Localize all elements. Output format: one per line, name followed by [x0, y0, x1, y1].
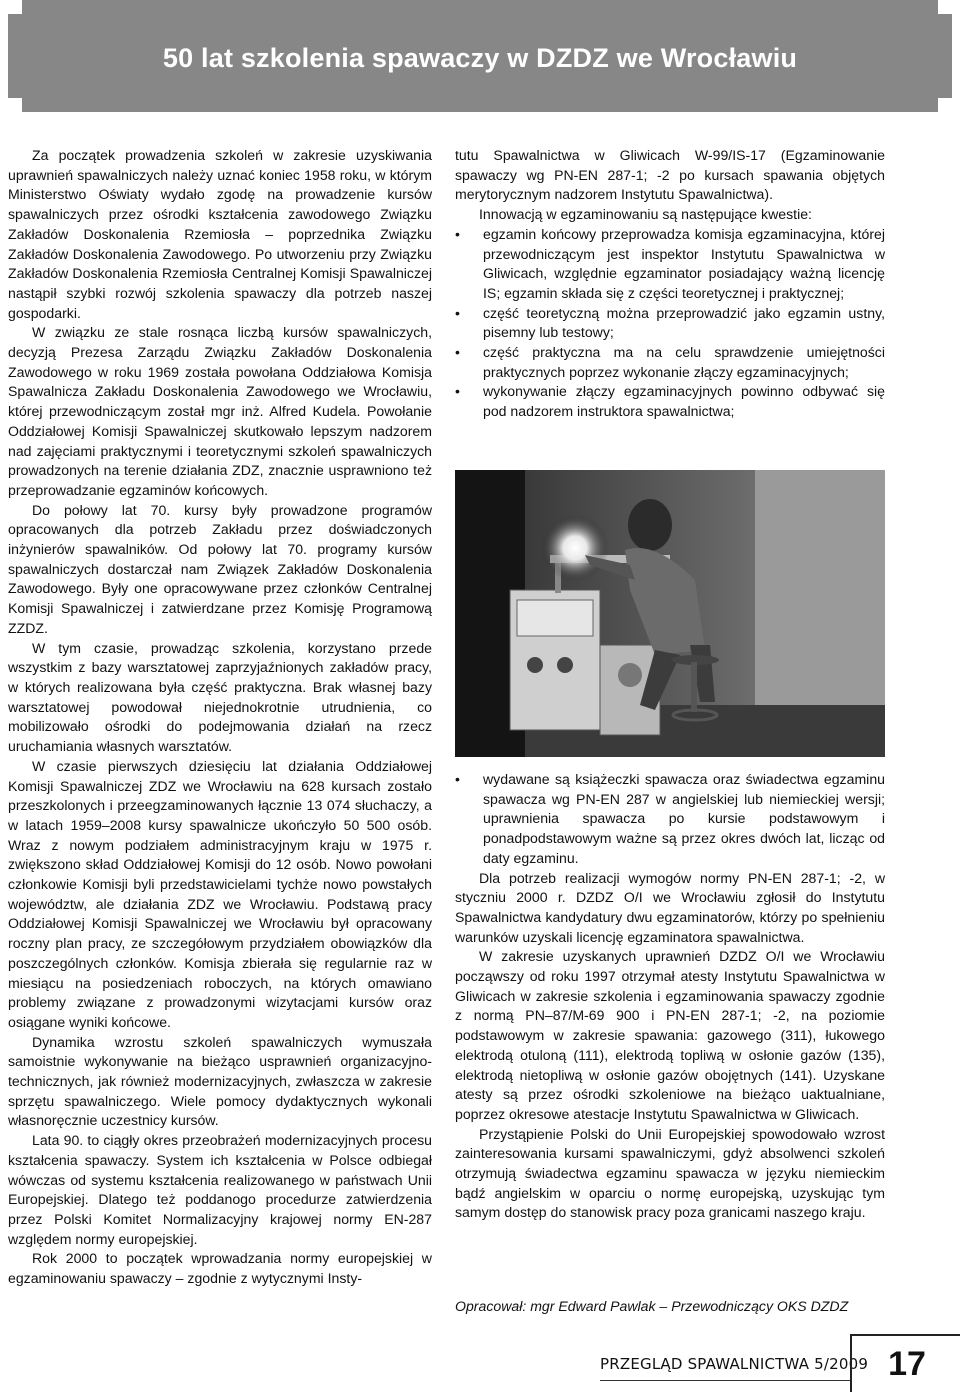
paragraph: W tym czasie, prowadząc szkolenia, korzystano przede wszystkim z bazy warsztatowej zaprzyjaźnionych zakładów pracy, w których realizowana była część praktyczna. Brak własnej bazy warsztatowej powodował niejednokrotnie utrudnienia, co mobilizowało ośrodki do podejmowania działań na rzecz uruchamiania własnych warsztatów. [8, 639, 432, 755]
paragraph: Przystąpienie Polski do Unii Europejskiej spowodowało wzrost zainteresowania kursami spawalniczymi, gdyż absolwenci szkoleń otrzymują świadectwa egzaminu spawacza w języku niemieckim bądź angielskim w oparciu o normę europejską, uzyskując tym samym dostęp do stanowisk pracy poza granicami naszego kraju. [455, 1125, 885, 1221]
paragraph: Dynamika wzrostu szkoleń spawalniczych wymuszała samoistnie wykonywanie na bieżąco usprawnień organizacyjno-technicznych, jak również modernizacyjnych, zwłaszcza w zakresie sprzętu spawalniczego. Wiele pomocy dydaktycznych wykonali własnoręcznie uczestnicy kursów. [8, 1033, 432, 1129]
article-title: 50 lat szkolenia spawaczy w DZDZ we Wrocławiu [162, 43, 798, 73]
paragraph: W czasie pierwszych dziesięciu lat działania Oddziałowej Komisji Spawalniczej ZDZ we Wrocławiu na 628 kursach zostało przeszkolonych i przeegzaminowanych łącznie 13 074 słuchaczy, a w latach 1959–2008 kursy spawalnicze ukończyło 50 500 osób. Wraz z nowym podziałem administracyjnym kraju w 1975 r. zwiększono skład Oddziałowej Komisji do 12 osób. Nowo powołani członkowie Komisji byli przedstawicielami tychże nowo powstałych województw, ale działania ZDZ we Wrocławiu. Podstawą pracy Oddziałowej Komisji Spawalniczej we Wrocławiu był opracowany roczny plan pracy, ze szczegółowym przydziałem obowiązków dla poszczególnych członków. Komisja zbierała się regularnie raz w miesiącu na posiedzeniach roboczych, na których omawiano problemy związane z prowadzonymi wizytacjami kursów oraz osiągane wyniki końcowe. [8, 757, 432, 1030]
title-banner [8, 0, 952, 112]
left-column [8, 146, 432, 1289]
list-item: • część teoretyczną można przeprowadzić jako egzamin ustny, pisemny lub testowy; [455, 304, 885, 343]
welder-photo [455, 470, 885, 757]
innovation-list [455, 225, 885, 422]
banner-corner-notch [8, 0, 22, 14]
welder-photo-illustration [455, 470, 885, 757]
banner-corner-notch [938, 98, 952, 112]
list-item: • wykonywanie złączy egzaminacyjnych powinno odbywać się pod nadzorem instruktora spawalnictwa; [455, 382, 885, 421]
right-column-top [455, 146, 885, 422]
paragraph: Za początek prowadzenia szkoleń w zakresie uzyskiwania uprawnień spawalniczych należy uznać koniec 1958 roku, w którym Ministerstwo Oświaty wydało zgodę na prowadzenie kursów spawalniczych przez ośrodki kształcenia zawodowego Związku Zakładów Doskonalenia Rzemiosła – poprzednika Związku Zakładów Doskonalenia Zawodowego. Po utworzeniu przy Związku Zakładów Doskonalenia Rzemiosła Centralnej Komisji Spawalniczej nastąpił szybki rozwój szkolenia spawaczy dla potrzeb naszej gospodarki. [8, 147, 432, 321]
page-number: 17 [850, 1334, 960, 1392]
journal-footer: PRZEGLĄD SPAWALNICTWA 5/2009 [600, 1355, 869, 1373]
list-item: • egzamin końcowy przeprowadza komisja egzaminacyjna, której przewodniczącym jest inspektor Instytutu Spawalnictwa w Gliwicach, względnie egzaminator posiadający ważną licencję IS; egzamin składa się z części teoretycznej i praktycznej; [455, 225, 885, 304]
certificate-list [455, 770, 885, 869]
author-signature: Opracował: mgr Edward Pawlak – Przewodniczący OKS DZDZ [455, 1298, 849, 1314]
list-item: • część praktyczna ma na celu sprawdzenie umiejętności praktycznych poprzez wykonanie złączy egzaminacyjnych; [455, 343, 885, 382]
paragraph: Do połowy lat 70. kursy były prowadzone programów opracowanych dla potrzeb Zakładu przez doświadczonych inżynierów spawalników. Od połowy lat 70. programy kursów spawalniczych dostarczał nam Związek Zakładów Doskonalenia Zawodowego. Były one opracowywane przez członków Centralnej Komisji Spawalniczej i zatwierdzane przez Komisję Programową ZZDZ. [8, 501, 432, 636]
paragraph: Rok 2000 to początek wprowadzania normy europejskiej w egzaminowaniu spawaczy – zgodnie z wytycznymi Insty- [8, 1250, 432, 1287]
footer-rule [600, 1380, 850, 1381]
list-intro: Innowacją w egzaminowaniu są następujące kwestie: [479, 206, 812, 223]
paragraph: W związku ze stale rosnąca liczbą kursów spawalniczych, decyzją Prezesa Zarządu Związku Zakładów Doskonalenia Zawodowego w roku 1969 została powołana Oddziałowa Komisja Spawalnicza Zakładu Doskonalenia Zawodowego we Wrocławiu, której przewodniczącym został mgr inż. Alfred Kudela. Powołanie Oddziałowej Komisji Spawalniczej skutkowało lepszym nadzorem nad zajęciami praktycznymi i teoretycznymi szkoleń spawalniczych prowadzonych na terenie działania ZDZ, znacznie usprawniono też przeprowadzanie egzaminów końcowych. [8, 324, 432, 498]
list-item: • wydawane są książeczki spawacza oraz świadectwa egzaminu spawacza wg PN-EN 287 w angielskiej lub niemieckiej wersji; uprawnienia spawacza po kursie podstawowym i ponadpodstawowym ważne są przez okres dwóch lat, licząc od daty egzaminu. [455, 770, 885, 869]
right-column-bottom [455, 770, 885, 1223]
banner-corner-notch [8, 98, 22, 112]
paragraph: Lata 90. to ciągły okres przeobrażeń modernizacyjnych procesu kształcenia spawaczy. System ich kształcenia w Polsce odbiegał wówczas od systemu kształcenia realizowanego w państwach Unii Europejskiej. Dlatego też poddanogo procedurze zatwierdzenia przez Polski Komitet Normalizacyjny krajowej normy EN-287 względem normy europejskiej. [8, 1132, 432, 1247]
paragraph-continuation: tutu Spawalnictwa w Gliwicach W-99/IS-17 (Egzaminowanie spawaczy wg PN-EN 287-1; -2 po kursach spawania objętych merytorycznym nadzorem Instytutu Spawalnictwa). [455, 147, 885, 203]
banner-corner-notch [938, 0, 952, 14]
paragraph: Dla potrzeb realizacji wymogów normy PN-EN 287-1; -2, w styczniu 2000 r. DZDZ O/I we Wrocławiu zgłosił do Instytutu Spawalnictwa kandydatury dwu egzaminatorów, którzy po spełnieniu warunków uzyskali licencję egzaminatora spawalnictwa. [455, 869, 885, 945]
paragraph: W zakresie uzyskanych uprawnień DZDZ O/I we Wrocławiu począwszy od roku 1997 otrzymał atesty Instytutu Spawalnictwa w Gliwicach w zakresie szkolenia i egzaminowania spawaczy zgodnie z normą PN–87/M-69 900 i PN-EN 287-1; -2, na poziomie podstawowym w zakresie spawania: gazowego (311), łukowego elektrodą otuloną (111), elektrodą topliwą w osłonie gazów (135), elektrodą nietopliwą w osłonie gazów obojętnych (141). Uzyskane atesty są przez ośrodki szkoleniowe na bieżąco uaktualniane, poprzez okresowe atestacje Instytutu Spawalnictwa w Gliwicach. [455, 948, 885, 1122]
